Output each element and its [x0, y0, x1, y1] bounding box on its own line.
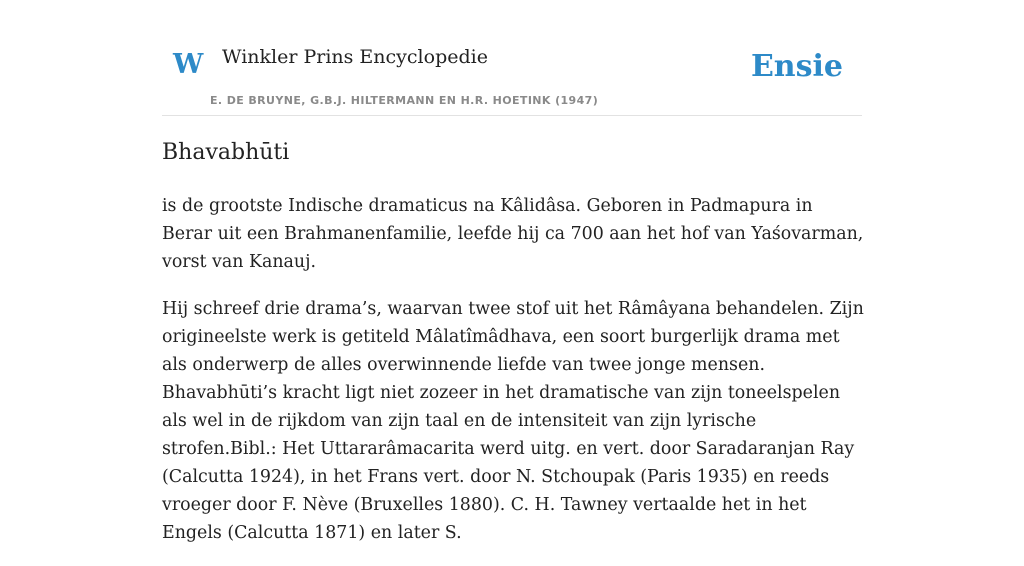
site-header: [162, 0, 862, 116]
winkler-prins-logo[interactable]: W: [173, 49, 204, 80]
article-body: [162, 192, 864, 566]
article-paragraph: Hij schreef drie drama’s, waarvan twee stof uit het Râmâyana behandelen. Zijn origineelste werk is getiteld Mâlatîmâdhava, een soort burgerlijk drama met als onderwerp de alles overwinnende liefde van twee jonge mensen. Bhavabhūti’s kracht ligt niet zozeer in het dramatische van zijn toneelspelen als wel in de rijkdom van zijn taal en de intensiteit van zijn lyrische strofen.Bibl.: Het Uttararâmacarita werd uitg. en vert. door Saradaranjan Ray (Calcutta 1924), in het Frans vert. door N. Stchoupak (Paris 1935) en reeds vroeger door F. Nève (Bruxelles 1880). C. H. Tawney vertaalde het in het Engels (Calcutta 1871) en later S.: [162, 299, 864, 543]
article-paragraph: is de grootste Indische dramaticus na Kâlidâsa. Geboren in Padmapura in Berar uit een Brahmanenfamilie, leefde hij ca 700 aan het hof van Yaśovarman, vorst van Kanauj.: [162, 196, 864, 272]
encyclopedia-title: Winkler Prins Encyclopedie: [222, 46, 488, 68]
ensie-logo[interactable]: Ensie: [750, 49, 843, 84]
article-title: Bhavabhūti: [162, 140, 290, 165]
encyclopedia-authors: E. DE BRUYNE, G.B.J. HILTERMANN EN H.R. HOETINK (1947): [210, 94, 599, 107]
